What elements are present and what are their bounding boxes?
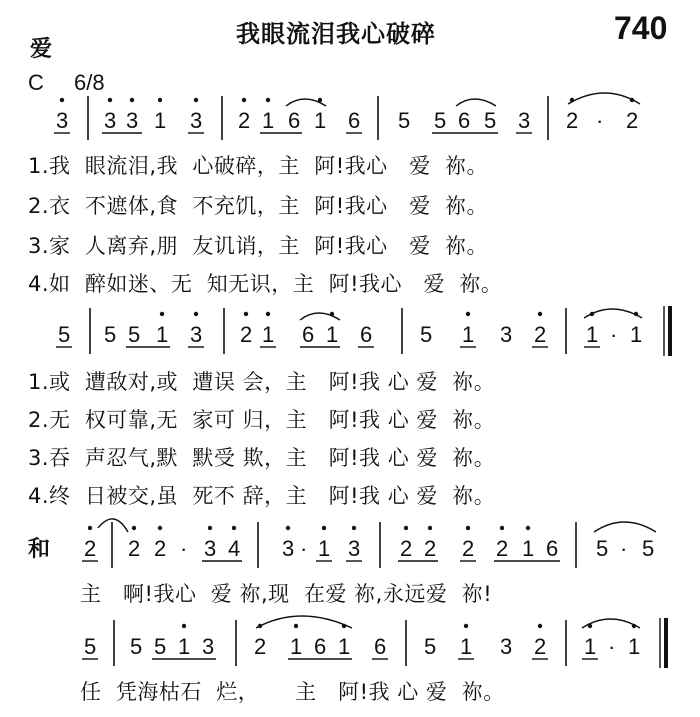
- note: ·: [596, 108, 604, 133]
- tie: [456, 99, 496, 106]
- octave-dot: [464, 624, 468, 628]
- note: 1: [156, 322, 169, 347]
- note: 2: [424, 536, 437, 561]
- note: 1: [178, 634, 191, 659]
- note: 6: [458, 108, 471, 133]
- note: 1: [460, 634, 473, 659]
- note: 5: [104, 322, 117, 347]
- note: 6: [360, 322, 373, 347]
- note: 3: [282, 536, 295, 561]
- note: ·: [180, 536, 188, 561]
- note: 2: [128, 536, 141, 561]
- tie: [98, 519, 128, 532]
- score-line-1: [54, 93, 640, 140]
- score-line-4: [82, 616, 666, 668]
- note: 1: [462, 322, 475, 347]
- note: 1: [318, 536, 331, 561]
- note: 1: [628, 634, 641, 659]
- octave-dot: [88, 526, 92, 530]
- note: 6: [348, 108, 361, 133]
- note: 3: [202, 634, 215, 659]
- note: 1: [314, 108, 327, 133]
- octave-dot: [182, 624, 186, 628]
- note: 5: [642, 536, 655, 561]
- key-signature: C: [28, 70, 44, 95]
- note: 3: [126, 108, 139, 133]
- note: 3: [190, 108, 203, 133]
- note: 3: [500, 322, 513, 347]
- octave-dot: [132, 526, 136, 530]
- note: 1: [586, 322, 599, 347]
- note: 5: [154, 634, 167, 659]
- note: 1: [630, 322, 643, 347]
- note: 3: [500, 634, 513, 659]
- verse-1-line-b: 1.或 遭敌对,或 遭误 会，主 阿!我 心 爱 祢。: [28, 370, 496, 394]
- note: 1: [154, 108, 167, 133]
- octave-dot: [194, 312, 198, 316]
- note: 2: [566, 108, 579, 133]
- chorus-label: 和: [28, 537, 51, 562]
- chorus-line-2: 任 凭海枯石 烂， 主 阿!我 心 爱 祢。: [80, 680, 505, 704]
- note: 1: [262, 108, 275, 133]
- note: 3: [56, 108, 69, 133]
- note: ·: [608, 634, 616, 659]
- note: 5: [128, 322, 141, 347]
- hymn-number: 740: [614, 10, 668, 46]
- note: 1: [326, 322, 339, 347]
- octave-dot: [538, 312, 542, 316]
- octave-dot: [244, 312, 248, 316]
- note: 6: [314, 634, 327, 659]
- note: 2: [534, 322, 547, 347]
- verse-3-line-b: 3.吞 声忍气,默 默受 欺，主 阿!我 心 爱 祢。: [28, 446, 496, 470]
- note: 5: [84, 634, 97, 659]
- note: 2: [462, 536, 475, 561]
- note: 1: [290, 634, 303, 659]
- octave-dot: [194, 98, 198, 102]
- note: 2: [240, 322, 253, 347]
- chorus-line-1: 主 啊!我心 爱 祢,现 在爱 祢,永远爱 祢!: [80, 582, 493, 606]
- tie: [584, 309, 642, 318]
- octave-dot: [294, 624, 298, 628]
- time-signature: 6/8: [74, 70, 105, 95]
- note: ·: [300, 536, 308, 561]
- verse-4-line-b: 4.终 日被交,虽 死不 辞，主 阿!我 心 爱 祢。: [28, 484, 496, 508]
- score-line-3: [82, 519, 656, 568]
- note: 2: [154, 536, 167, 561]
- octave-dot: [538, 624, 542, 628]
- octave-dot: [266, 98, 270, 102]
- note: 2: [534, 634, 547, 659]
- note: 3: [348, 536, 361, 561]
- note: 5: [420, 322, 433, 347]
- octave-dot: [158, 526, 162, 530]
- octave-dot: [428, 526, 432, 530]
- octave-dot: [526, 526, 530, 530]
- note: 2: [496, 536, 509, 561]
- note: 6: [288, 108, 301, 133]
- note: ·: [610, 322, 618, 347]
- note: 4: [228, 536, 241, 561]
- octave-dot: [500, 526, 504, 530]
- octave-dot: [286, 526, 290, 530]
- note: 2: [238, 108, 251, 133]
- octave-dot: [404, 526, 408, 530]
- note: 5: [130, 634, 143, 659]
- octave-dot: [322, 526, 326, 530]
- note: 2: [84, 536, 97, 561]
- octave-dot: [466, 526, 470, 530]
- tie: [568, 93, 640, 104]
- note: 6: [374, 634, 387, 659]
- tie: [594, 522, 656, 532]
- note: 2: [254, 634, 267, 659]
- verse-2-line-a: 2.衣 不遮体,食 不充饥，主 阿!我心 爱 祢。: [28, 194, 489, 218]
- note: 1: [522, 536, 535, 561]
- note: 5: [434, 108, 447, 133]
- note: 1: [262, 322, 275, 347]
- octave-dot: [208, 526, 212, 530]
- note: 6: [546, 536, 559, 561]
- note: 3: [104, 108, 117, 133]
- note: 5: [398, 108, 411, 133]
- hymn-title: 我眼流泪我心破碎: [236, 20, 436, 48]
- section-label: 爱: [30, 37, 53, 62]
- note: 3: [190, 322, 203, 347]
- octave-dot: [242, 98, 246, 102]
- note: 2: [400, 536, 413, 561]
- note: 1: [584, 634, 597, 659]
- note: 3: [518, 108, 531, 133]
- note: ·: [620, 536, 628, 561]
- verse-4-line-a: 4.如 醉如迷、无 知无识，主 阿!我心 爱 祢。: [28, 272, 503, 296]
- octave-dot: [466, 312, 470, 316]
- score-line-2: [56, 306, 670, 356]
- octave-dot: [266, 312, 270, 316]
- tie: [256, 616, 352, 628]
- note: 6: [302, 322, 315, 347]
- octave-dot: [160, 312, 164, 316]
- verse-2-line-b: 2.无 权可靠,无 家可 归，主 阿!我 心 爱 祢。: [28, 408, 496, 432]
- octave-dot: [60, 98, 64, 102]
- note: 5: [596, 536, 609, 561]
- octave-dot: [352, 526, 356, 530]
- verse-1-line-a: 1.我 眼流泪,我 心破碎，主 阿!我心 爱 祢。: [28, 154, 489, 178]
- note: 5: [58, 322, 71, 347]
- note: 3: [204, 536, 217, 561]
- verse-3-line-a: 3.家 人离弃,朋 友讥诮，主 阿!我心 爱 祢。: [28, 234, 489, 258]
- octave-dot: [158, 98, 162, 102]
- octave-dot: [130, 98, 134, 102]
- note: 2: [626, 108, 639, 133]
- octave-dot: [232, 526, 236, 530]
- octave-dot: [108, 98, 112, 102]
- note: 5: [484, 108, 497, 133]
- note: 1: [338, 634, 351, 659]
- note: 5: [424, 634, 437, 659]
